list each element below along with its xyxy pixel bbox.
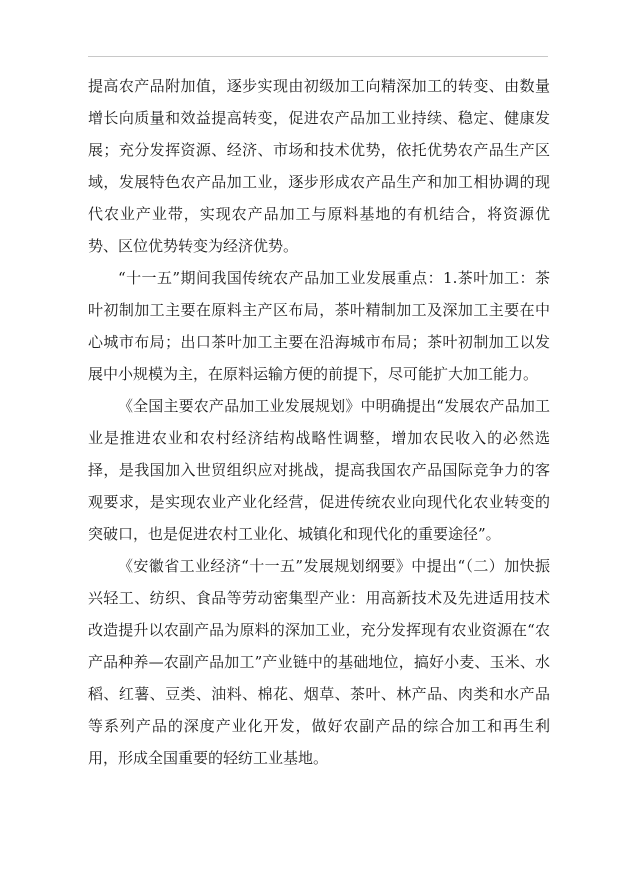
document-body: [88, 70, 550, 774]
paragraph-3: 《全国主要农产品加工业发展规划》中明确提出“发展农产品加工业是推进农业和农村经济结构战略性调整，增加农民收入的必然选择，是我国加入世贸组织应对挑战，提高我国农产品国际竞争力的客观要求，是实现农业产业化经营，促进传统农业向现代化农业转变的突破口，也是促进农村工业化、城镇化和现代化的重要途径”。: [88, 397, 550, 543]
header-rule: [88, 56, 548, 57]
paragraph-2: “十一五”期间我国传统农产品加工业发展重点：1.茶叶加工：茶叶初制加工主要在原料主产区布局，茶叶精制加工及深加工主要在中心城市布局；出口茶叶加工主要在沿海城市布局；茶叶初制加工以发展中小规模为主，在原料运输方便的前提下，尽可能扩大加工能力。: [88, 269, 550, 383]
paragraph-1: 提高农产品附加值，逐步实现由初级加工向精深加工的转变、由数量增长向质量和效益提高转变，促进农产品加工业持续、稳定、健康发展；充分发挥资源、经济、市场和技术优势，依托优势农产品生产区域，发展特色农产品加工业，逐步形成农产品生产和加工相协调的现代农业产业带，实现农产品加工与原料基地的有机结合，将资源优势、区位优势转变为经济优势。: [88, 77, 550, 255]
paragraph-4: 《安徽省工业经济“十一五”发展规划纲要》中提出“（二）加快振兴轻工、纺织、食品等劳动密集型产业：用高新技术及先进适用技术改造提升以农副产品为原料的深加工业，充分发挥现有农业资源在“农产品种养—农副产品加工”产业链中的基础地位，搞好小麦、玉米、水稻、红薯、豆类、油料、棉花、烟草、茶叶、林产品、肉类和水产品等系列产品的深度产业化开发，做好农副产品的综合加工和再生利用，形成全国重要的轻纺工业基地。: [88, 557, 550, 767]
